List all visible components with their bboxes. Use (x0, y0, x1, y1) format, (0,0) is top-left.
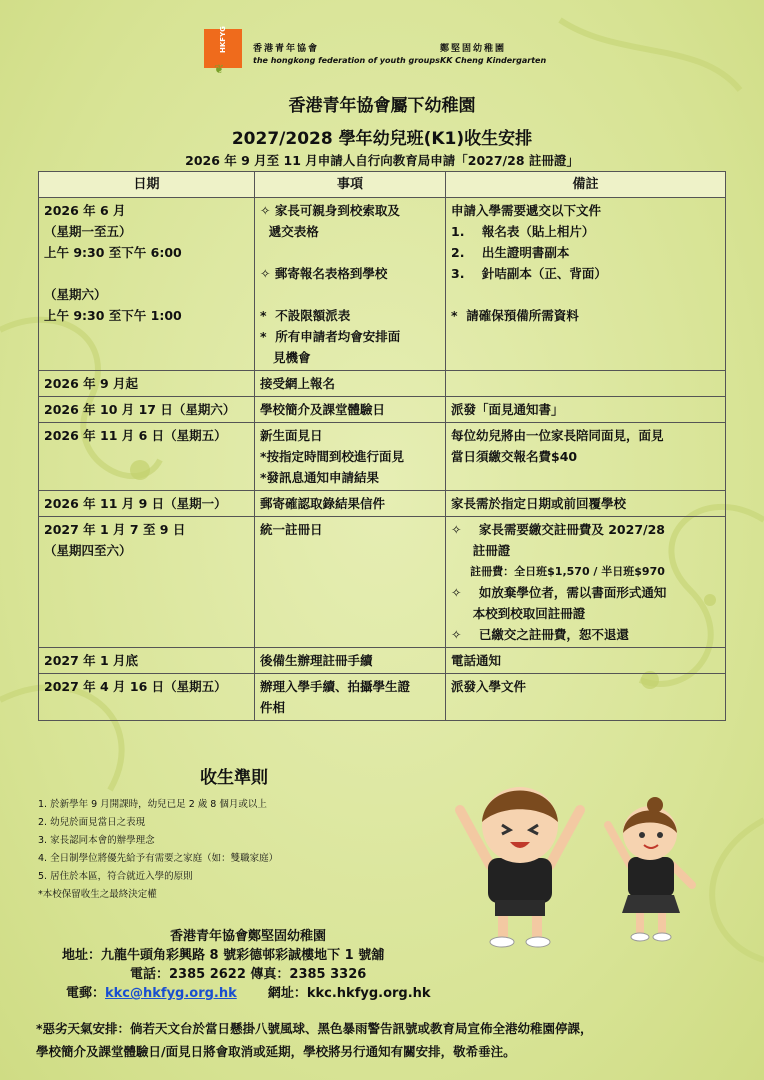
cell-item (255, 648, 446, 674)
item-line (260, 284, 440, 305)
item-line: * 所有申請者均會安排面 (260, 329, 401, 344)
org2-cn: 鄭堅固幼稚園 (440, 44, 507, 54)
cell-note (446, 423, 726, 491)
contact-web-row (66, 982, 764, 1001)
item-line: 遞交表格 (260, 224, 319, 239)
note-line: 派發入學文件 (451, 679, 527, 694)
date-line: 2027 年 4 月 16 日（星期五） (44, 679, 227, 694)
item-line: 統一註冊日 (260, 522, 323, 537)
org-kindergarten (440, 43, 546, 67)
note-line: 當日須繳交報名費$40 (451, 449, 578, 464)
table-row (39, 423, 726, 491)
note-line: 派發「面見通知書」 (451, 402, 564, 417)
item-line: 件相 (260, 700, 286, 715)
criteria-item: 1. 於新學年 9 月開課時，幼兒已足 2 歲 8 個月或以上 (38, 799, 267, 810)
date-line: 上午 9:30 至下午 6:00 (44, 245, 182, 260)
note-line: ✧ 如放棄學位者，需以書面形式通知 (451, 585, 667, 600)
date-line: 2027 年 1 月 7 至 9 日 (44, 522, 186, 537)
item-line: 接受網上報名 (260, 376, 336, 391)
boy-illustration (440, 770, 600, 950)
table-header-row (39, 172, 726, 198)
sprout-icon: ❦ (214, 62, 225, 76)
cell-item (255, 491, 446, 517)
note-line (451, 373, 720, 394)
cell-note (446, 648, 726, 674)
date-line: （星期一至五） (44, 224, 132, 239)
notice-line2: 學校簡介及課堂體驗日/面見日將會取消或延期，學校將另行通知有關安排，敬希垂注。 (36, 1044, 516, 1059)
cell-item (255, 517, 446, 648)
table-row (39, 371, 726, 397)
criteria-item: 2. 幼兒於面見當日之表現 (38, 817, 146, 828)
date-line (44, 263, 249, 284)
note-line: 註冊證 (451, 543, 511, 558)
criteria-title: 收生準則 (200, 768, 268, 788)
cell-date (39, 648, 255, 674)
contact-phone: 電話：2385 2622 傳真：2385 3326 (130, 967, 367, 982)
table-row (39, 517, 726, 648)
table-row (39, 648, 726, 674)
item-line: 見機會 (260, 350, 311, 365)
criteria-item: 4. 全日制學位將優先給予有需要之家庭（如：雙職家庭） (38, 853, 279, 864)
note-line: 家長需於指定日期或前回覆學校 (451, 496, 627, 511)
cell-note (446, 491, 726, 517)
web-label: 網址： (267, 986, 307, 1001)
cell-date (39, 423, 255, 491)
table-row (39, 674, 726, 721)
date-line: 2026 年 11 月 6 日（星期五） (44, 428, 227, 443)
note-line: 申請入學需要遞交以下文件 (451, 203, 602, 218)
date-line: 2026 年 9 月起 (44, 376, 139, 391)
cell-note (446, 397, 726, 423)
header-date: 日期 (39, 172, 255, 198)
date-line: （星期四至六） (44, 543, 132, 558)
item-line: *按指定時間到校進行面見 (260, 449, 405, 464)
notice-line1: *惡劣天氣安排：倘若天文台於當日懸掛八號風球、黑色暴雨警告訊號或教育局宣佈全港幼稚園停課， (36, 1021, 593, 1036)
cell-date (39, 491, 255, 517)
cell-note (446, 517, 726, 648)
title-line3: 2026 年 9 月至 11 月申請人自行向教育局申請「2027/28 註冊證」 (185, 153, 579, 168)
header-item: 事項 (255, 172, 446, 198)
date-line: 2027 年 1 月底 (44, 653, 139, 668)
cell-date (39, 198, 255, 371)
email-label: 電郵： (66, 986, 106, 1001)
org2-en: KK Cheng Kindergarten (440, 56, 547, 65)
admission-schedule-table (38, 171, 726, 721)
criteria-list (38, 796, 278, 904)
table-row (39, 491, 726, 517)
note-line: ✧ 家長需要繳交註冊費及 2027/28 (451, 522, 665, 537)
cell-date (39, 397, 255, 423)
criteria-item: 3. 家長認同本會的辦學理念 (38, 835, 155, 846)
note-line: ✧ 已繳交之註冊費，恕不退還 (451, 627, 629, 642)
date-line: 2026 年 10 月 17 日（星期六） (44, 402, 236, 417)
criteria-note: *本校保留收生之最終決定權 (38, 889, 157, 900)
title-line1: 香港青年協會屬下幼稚園 (288, 96, 476, 116)
item-line (260, 242, 440, 263)
logo-text: HKFYG (219, 26, 227, 53)
date-line: （星期六） (44, 287, 107, 302)
note-line: 註冊費：全日班$1,570 / 半日班$970 (451, 565, 665, 578)
header-note: 備註 (446, 172, 726, 198)
item-line: ✧ 家長可親身到校索取及 (260, 203, 400, 218)
item-line: ✧ 郵寄報名表格到學校 (260, 266, 388, 281)
cell-item (255, 397, 446, 423)
note-line: 電話通知 (451, 653, 502, 668)
item-line: 郵寄確認取錄結果信件 (260, 496, 386, 511)
note-line: 3. 針咭副本（正、背面） (451, 266, 607, 281)
note-line: 每位幼兒將由一位家長陪同面見，面見 (451, 428, 664, 443)
contact-name: 香港青年協會鄭堅固幼稚園 (170, 929, 327, 944)
org-hkfyg (253, 43, 440, 67)
cell-date (39, 674, 255, 721)
cell-item (255, 198, 446, 371)
note-line: 2. 出生證明書副本 (451, 245, 570, 260)
cell-date (39, 517, 255, 648)
date-line: 上午 9:30 至下午 1:00 (44, 308, 182, 323)
title-line2: 2027/2028 學年幼兒班(K1)收生安排 (231, 129, 533, 149)
criteria-item: 5. 居住於本區，符合就近入學的原則 (38, 871, 193, 882)
note-line (451, 284, 720, 305)
contact-address: 地址：九龍牛頭角彩興路 8 號彩德邨彩誠樓地下 1 號舖 (62, 948, 385, 963)
date-line: 2026 年 11 月 9 日（星期一） (44, 496, 227, 511)
cell-item (255, 423, 446, 491)
note-line: 本校到校取回註冊證 (451, 606, 586, 621)
cell-item (255, 371, 446, 397)
cell-item (255, 674, 446, 721)
item-line: 新生面見日 (260, 428, 323, 443)
web-link[interactable]: kkc.hkfyg.org.hk (306, 986, 431, 1001)
girl-illustration (600, 795, 700, 950)
table-row (39, 397, 726, 423)
weather-notice (36, 1017, 736, 1063)
date-line: 2026 年 6 月 (44, 203, 126, 218)
org1-cn: 香港青年協會 (253, 44, 320, 54)
item-line: 後備生辦理註冊手續 (260, 653, 373, 668)
item-line: * 不設限額派表 (260, 308, 351, 323)
cell-note (446, 371, 726, 397)
email-link[interactable]: kkc@hkfyg.org.hk (105, 986, 237, 1001)
item-line: *發訊息通知申請結果 (260, 470, 380, 485)
note-line: * 請確保預備所需資料 (451, 308, 579, 323)
cell-note (446, 198, 726, 371)
cell-note (446, 674, 726, 721)
item-line: 辦理入學手續、拍攝學生證 (260, 679, 411, 694)
item-line: 學校簡介及課堂體驗日 (260, 402, 386, 417)
table-row (39, 198, 726, 371)
org1-en: the hongkong federation of youth groups (253, 56, 440, 65)
note-line: 1. 報名表（貼上相片） (451, 224, 595, 239)
cell-date (39, 371, 255, 397)
